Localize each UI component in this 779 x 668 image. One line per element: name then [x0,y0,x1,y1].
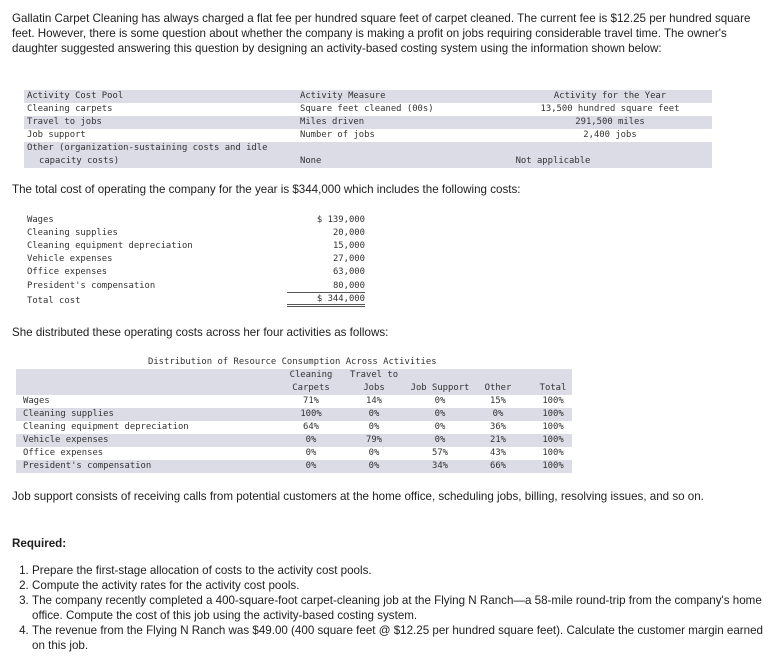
distribution-cell: 100% [542,435,564,445]
distribution-cell: 100% [542,448,564,458]
distribution-cell: 71% [302,396,320,406]
col-top-travel: Travel to [349,370,399,380]
cost-label: President's compensation [27,281,156,291]
distribution-cell: 66% [489,461,507,471]
activity-row-measure: None [300,156,322,166]
col-header-other: Other [484,383,512,393]
distribution-row-label: Cleaning supplies [23,409,114,419]
header-activity-for-year: Activity for the Year [553,91,667,101]
distribution-cell: 0% [434,396,446,406]
activity-row-pool: Other (organization-sustaining costs and idle [27,143,268,153]
total-cost-label: Total cost [27,296,81,306]
distribution-cell: 0% [305,461,317,471]
distribution-cell: 0% [368,409,380,419]
required-item: 1. Prepare the first-stage allocation of costs to the activity cost pools. [32,563,764,578]
activity-row-pool: Travel to jobs [27,117,102,127]
distributed-paragraph: She distributed these operating costs across her four activities as follows: [12,326,389,339]
activity-row-measure: Square feet cleaned (00s) [300,104,434,114]
job-support-paragraph: Job support consists of receiving calls from potential customers at the home office, scheduling jobs, billing, resolving issues, and so on. [12,490,704,503]
required-item: 3. The company recently completed a 400-square-foot carpet-cleaning job at the Flying N Ranch—a 58-mile round-trip from the company's home office. Compute the cost of this job using the activity-based costing system. [32,593,764,623]
activity-row-measure: Number of jobs [300,130,375,140]
distribution-cell: 0% [434,409,446,419]
cost-label: Cleaning equipment depreciation [27,241,193,251]
activity-row-amount: 2,400 jobs [583,130,637,140]
col-header-jobs: Jobs [363,383,385,393]
distribution-cell: 36% [489,422,507,432]
distribution-cell: 64% [302,422,320,432]
total-cost-amount: $ 344,000 [287,294,365,307]
cost-label: Cleaning supplies [27,228,118,238]
activity-row-pool: Cleaning carpets [27,104,113,114]
distribution-cell: 79% [365,435,383,445]
header-activity-cost-pool: Activity Cost Pool [27,91,124,101]
distribution-cell: 0% [368,448,380,458]
cost-amount: 27,000 [332,254,365,264]
distribution-cell: 100% [300,409,322,419]
distribution-cell: 15% [489,396,507,406]
distribution-cell: 0% [368,422,380,432]
required-item: 2. Compute the activity rates for the activity cost pools. [32,578,764,593]
header-activity-measure: Activity Measure [300,91,386,101]
total-cost-paragraph: The total cost of operating the company for the year is $344,000 which includes the following costs: [12,183,521,196]
cost-amount: 20,000 [332,228,365,238]
distribution-row-label: President's compensation [23,461,152,471]
distribution-cell: 0% [434,435,446,445]
distribution-cell: 100% [542,422,564,432]
activity-row-measure: Miles driven [300,117,365,127]
distribution-cell: 0% [368,461,380,471]
intro-paragraph: Gallatin Carpet Cleaning has always charged a flat fee per hundred square feet of carpet cleaned. The current fee is $12.25 per hundred square feet. However, there is some question about whether the company is making a profit on jobs requiring considerable travel time. The owner's daughter suggested answering this question by designing an activity-based costing system using the information shown below: [12,12,751,55]
distribution-row-label: Wages [23,396,50,406]
activity-row-pool: Job support [27,130,86,140]
distribution-title: Distribution of Resource Consumption Across Activities [148,357,437,367]
cost-amount: 80,000 [287,281,365,293]
activity-row-pool-continued: capacity costs) [39,156,120,166]
activity-row-amount: 291,500 miles [575,117,645,127]
distribution-cell: 21% [489,435,507,445]
cost-label: Wages [27,215,54,225]
required-list [12,563,764,653]
distribution-cell: 57% [431,448,449,458]
distribution-cell: 34% [431,461,449,471]
cost-label: Office expenses [27,267,108,277]
distribution-row-label: Vehicle expenses [23,435,109,445]
col-header-carpets: Carpets [292,383,330,393]
cost-amount: 63,000 [332,267,365,277]
distribution-cell: 14% [365,396,383,406]
distribution-row-label: Cleaning equipment depreciation [23,422,189,432]
col-header-job-support: Job Support [410,383,470,393]
distribution-cell: 0% [492,409,504,419]
col-top-cleaning: Cleaning [289,370,333,380]
cost-amount: 15,000 [332,241,365,251]
distribution-cell: 43% [489,448,507,458]
required-item: 4. The revenue from the Flying N Ranch was $49.00 (400 square feet @ $12.25 per hundred square feet). Calculate the customer margin earned on this job. [32,623,764,653]
activity-row-amount: 13,500 hundred square feet [540,104,680,114]
distribution-cell: 0% [434,422,446,432]
cost-label: Vehicle expenses [27,254,113,264]
col-header-total: Total [539,383,567,393]
required-heading: Required: [12,537,67,550]
distribution-cell: 100% [542,461,564,471]
distribution-row-label: Office expenses [23,448,104,458]
cost-amount: $ 139,000 [316,215,365,225]
distribution-cell: 100% [542,409,564,419]
distribution-cell: 0% [305,448,317,458]
activity-row-amount: Not applicable [515,156,591,166]
distribution-cell: 100% [542,396,564,406]
distribution-cell: 0% [305,435,317,445]
